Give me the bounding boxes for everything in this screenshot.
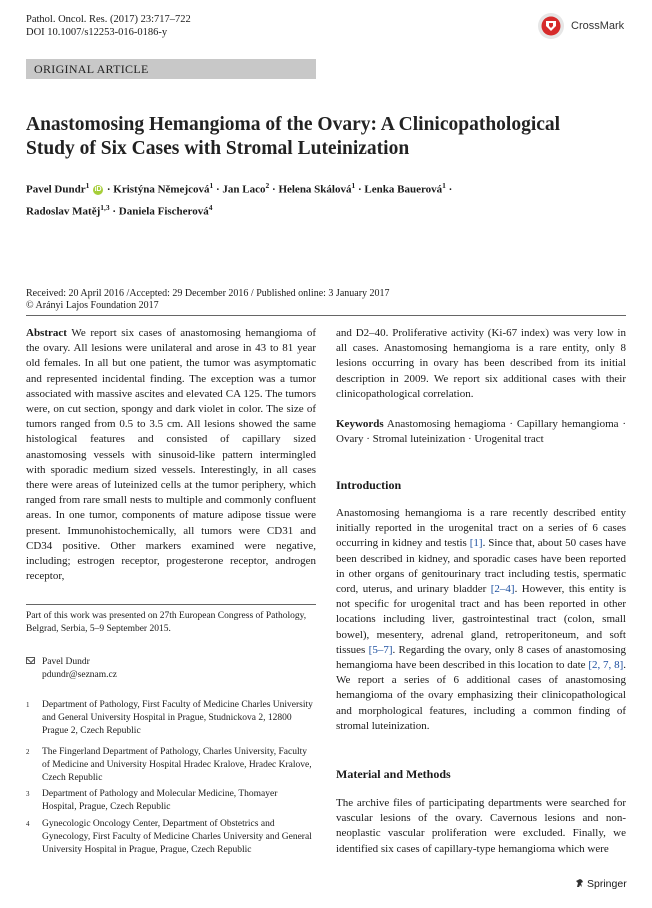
dates-line: Received: 20 April 2016 /Accepted: 29 December 2016 / Published online: 3 January 2017 <box>26 288 390 299</box>
citation-link[interactable]: [1] <box>469 537 483 550</box>
author-line-1 <box>26 177 586 199</box>
publisher-name: Springer <box>587 878 627 890</box>
title-line-1: Anastomosing Hemangioma of the Ovary: A Clinicopathological <box>26 114 561 135</box>
author-separator: · <box>357 183 362 196</box>
methods-text: The archive files of participating departments were searched for vascular lesions of the ovary. Cavernous lesions and non-neoplastic vascular proliferation were excluded. Finally, we identified six cases of capillary-type hemangioma which were <box>336 797 626 855</box>
author-name[interactable]: Kristýna Němejcová <box>113 183 210 196</box>
doi-line: DOI 10.1007/s12253-016-0186-y <box>26 27 168 38</box>
affiliation-text: The Fingerland Department of Pathology, Charles University, Faculty of Medicine and University Hospital Hradec Kralove, Hradec Kralove, Czech Republic <box>42 747 312 783</box>
author-separator: · <box>216 183 220 196</box>
author-separator: · <box>272 183 276 196</box>
abstract-continuation: and D2–40. Proliferative activity (Ki-67 index) was very low in all cases. Anastomosing hemangioma is a rare entity, only 8 lesions occurring in ovary has been described from its initial description in 2009. We report six additional cases with their clinicopathological correlation. <box>336 327 626 400</box>
keywords <box>336 417 626 447</box>
correspondence-name: Pavel Dundr <box>42 657 90 667</box>
journal-citation: Pathol. Oncol. Res. (2017) 23:717–722 <box>26 14 191 25</box>
introduction-text <box>336 506 626 734</box>
footnote-divider <box>26 604 316 605</box>
title-line-2: Study of Six Cases with Stromal Luteinization <box>26 138 410 159</box>
author-separator: · <box>112 205 117 218</box>
author-name[interactable]: Radoslav Matěj <box>26 205 101 218</box>
citation-link[interactable]: [2–4] <box>490 583 515 596</box>
author-separator: · <box>106 183 111 196</box>
footnote: Part of this work was presented on 27th European Congress of Pathology, Belgrad, Serbia, 5–9 September 2015. <box>26 611 307 634</box>
springer-horse-icon <box>575 878 585 888</box>
crossmark-badge[interactable] <box>537 12 631 40</box>
intro-text-d: . Regarding the ovary, only 8 cases of anastomosing hemangioma have been described in this location to date <box>336 643 626 672</box>
methods-heading: Material and Methods <box>336 767 451 781</box>
copyright-line: © Arányi Lajos Foundation 2017 <box>26 300 159 311</box>
author-affil: 1 <box>85 181 90 190</box>
correspondence-email[interactable]: pdundr@seznam.cz <box>42 669 117 680</box>
affiliation-number: 4 <box>26 820 30 828</box>
author-affil: 1,3 <box>100 202 110 212</box>
section-banner <box>26 59 316 79</box>
keywords-text: Anastomosing hemagioma · Capillary hemangioma · Ovary · Stromal luteinization · Urogenital tract <box>336 418 626 446</box>
author-affil: 2 <box>265 181 270 190</box>
intro-text-c: . However, this entity is not specific for urogenital tract and has been reported in other locations including liver, gastrointestinal tract (colon, small bowel), mesentery, adrenal gland, retroperitoneum, and soft tissues <box>336 583 627 656</box>
affiliation-text: Gynecologic Oncology Center, Department of Obstetrics and Gynecology, First Faculty of Medicine Charles University and General University Hospital in Prague, Prague, Czech Republic <box>42 819 312 855</box>
intro-text-b: . Since that, about 50 cases have been described in kidney, and sporadic cases have been reported in other organs of genitourinary tract including testis, spermatic cord, uterus, and urinary bladder <box>336 537 626 596</box>
author-name[interactable]: Jan Laco <box>222 183 266 196</box>
affiliation-number: 2 <box>26 748 30 756</box>
affiliation-text: Department of Pathology and Molecular Medicine, Thomayer Hospital, Prague, Czech Republic <box>42 789 278 812</box>
author-name[interactable]: Daniela Fischerová <box>118 205 209 218</box>
crossmark-label: CrossMark <box>571 20 625 32</box>
author-affil: 1 <box>351 181 356 190</box>
article-title <box>26 113 626 161</box>
author-affil: 4 <box>208 202 213 212</box>
affiliation-number: 1 <box>26 701 30 709</box>
publication-dates <box>26 288 626 312</box>
publisher-logo <box>575 878 627 890</box>
intro-text-e: . We report a series of 6 additional cases of anastomosing hemangioma of the ovary emphasizing their clinicopathological and morphological features, including a common finding of stromal luteinization. <box>336 659 626 732</box>
orcid-icon[interactable]: iD <box>94 186 102 194</box>
author-separator: · <box>448 183 453 196</box>
author-affil: 1 <box>209 181 214 190</box>
author-line-2 <box>26 199 586 221</box>
author-name[interactable]: Lenka Bauerová <box>364 183 443 196</box>
abstract-label: Abstract <box>26 327 67 339</box>
author-name[interactable]: Pavel Dundr <box>26 183 86 196</box>
header-divider <box>26 315 626 316</box>
keywords-label: Keywords <box>336 418 384 430</box>
introduction-heading: Introduction <box>336 478 402 492</box>
section-banner-label: ORIGINAL ARTICLE <box>34 62 149 76</box>
intro-text-a: Anastomosing hemangioma is a rare recently described entity initially reported in the urogenital tract on a series of 6 cases occurring in kidney and testis <box>336 507 626 550</box>
citation-link[interactable]: [5–7] <box>368 643 393 656</box>
author-affil: 1 <box>442 181 446 190</box>
author-list <box>26 177 586 220</box>
author-name[interactable]: Helena Skálová <box>278 183 352 196</box>
crossmark-icon <box>537 12 565 40</box>
affiliation-text: Department of Pathology, First Faculty of Medicine Charles University and General University Hospital in Prague, Studnickova 2, 12800 Prague 2, Czech Republic <box>42 700 313 736</box>
envelope-icon <box>26 657 35 664</box>
citation-link[interactable]: [2, 7, 8] <box>588 659 624 672</box>
abstract <box>26 326 316 584</box>
affiliation-number: 3 <box>26 790 30 798</box>
abstract-text: We report six cases of anastomosing hemangioma of the ovary. All lesions were unilateral and arose in 43 to 81 year old females. In all but one patient, the tumor was asymptomatic and represented incidental finding. The exception was a tumor associated with massive ascites and elevated CA 125. The tumors were, on cut section, spongy and dark violet in color. The size of tumors ranged from 0.5 to 3.5 cm. All lesions showed the same histological features and consisted of capillary sized anastomosing vessels with sinusoid-like pattern intermingled with sporadic medium sized vessels. Interestingly, in all cases there were areas of luteinized cells at the tumor periphery, which ranged from rare small nests to multiple and commonly confluent areas. In one tumor, components of mature adipose tissue were present. Immunohistochemically, all tumors were CD31 and CD34 positive. Other markers examined were negative, including; estrogen receptor, progesterone receptor, androgen receptor, <box>26 327 316 583</box>
